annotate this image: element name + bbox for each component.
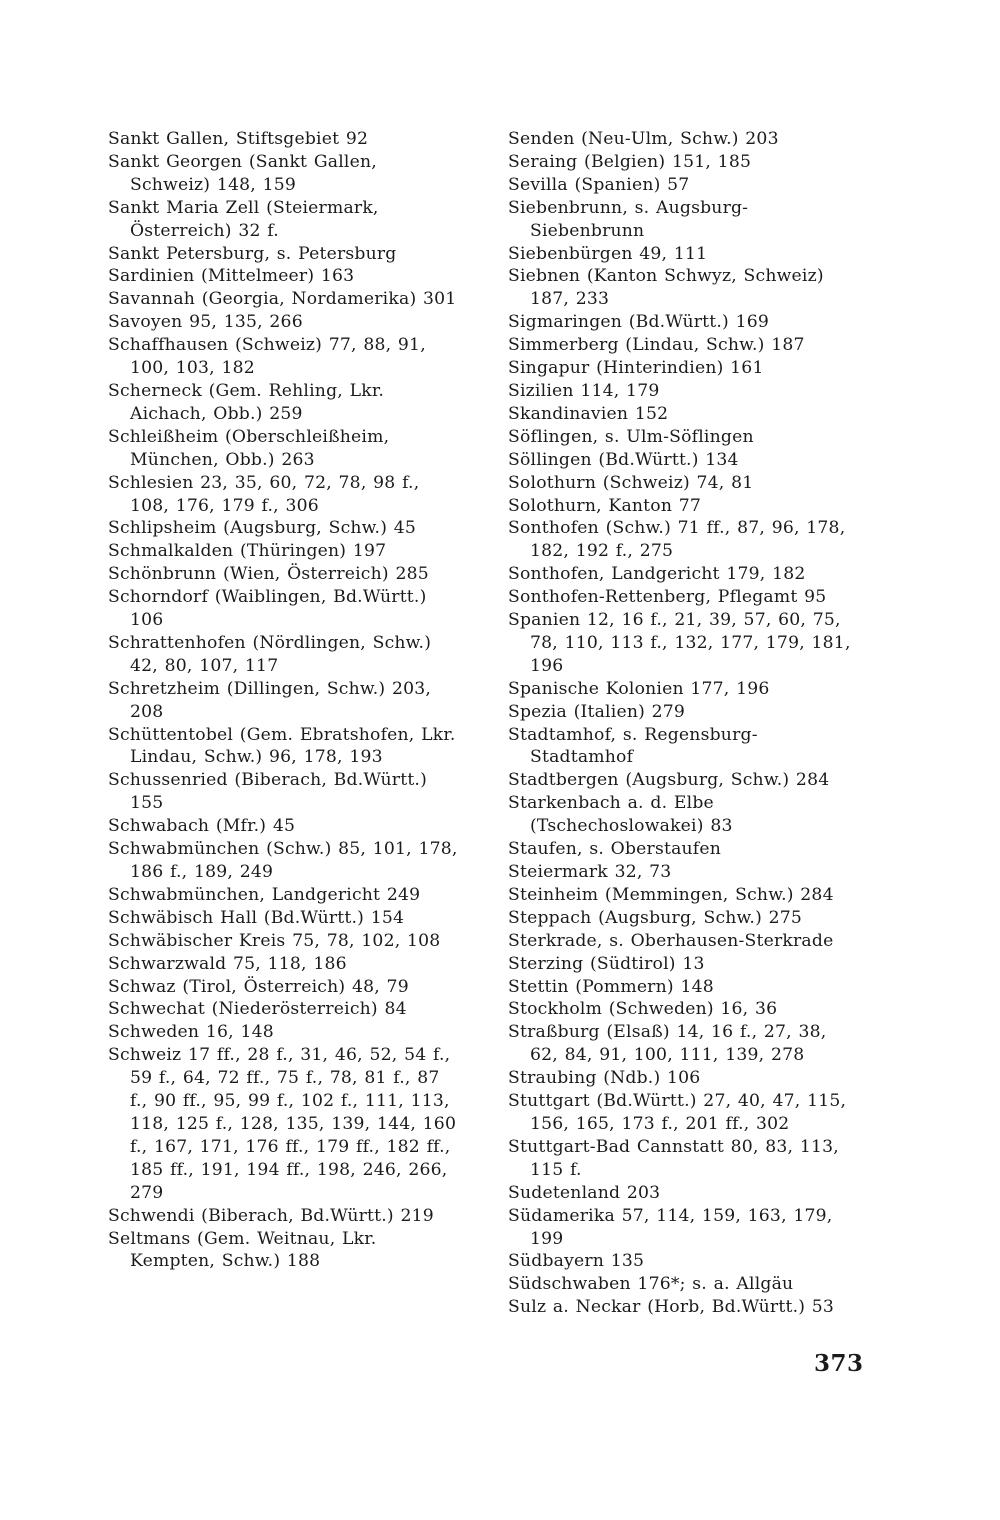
index-entry: Stockholm (Schweden) 16, 36 bbox=[508, 999, 778, 1020]
index-entry: Straßburg (Elsaß) 14, 16 f., 27, 38, 62, 84, 91, 100, 111, 139, 278 bbox=[508, 1022, 827, 1066]
index-entry: Sankt Georgen (Sankt Gallen, Schweiz) 148, 159 bbox=[108, 151, 377, 195]
index-entry: Stuttgart (Bd.Württ.) 27, 40, 47, 115, 156, 165, 173 f., 201 ff., 302 bbox=[508, 1091, 847, 1134]
index-entry: Schwabmünchen (Schw.) 85, 101, 178, 186 f., 189, 249 bbox=[108, 839, 458, 882]
index-entry: Schrattenhofen (Nördlingen, Schw.) 42, 80, 107, 117 bbox=[108, 632, 432, 676]
index-entry: Steppach (Augsburg, Schw.) 275 bbox=[508, 907, 803, 928]
index-entry: Sankt Petersburg, s. Petersburg bbox=[108, 243, 397, 264]
index-entry: Schönbrunn (Wien, Österreich) 285 bbox=[108, 564, 429, 585]
index-entry: Straubing (Ndb.) 106 bbox=[508, 1068, 701, 1089]
index-entry: Savoyen 95, 135, 266 bbox=[108, 312, 303, 333]
index-entry: Stadtamhof, s. Regensburg-Stadtamhof bbox=[508, 724, 758, 768]
index-entry: Sonthofen (Schw.) 71 ff., 87, 96, 178, 182, 192 f., 275 bbox=[508, 518, 846, 562]
index-entry: Staufen, s. Oberstaufen bbox=[508, 839, 722, 860]
index-entry: Schussenried (Biberach, Bd.Württ.) 155 bbox=[108, 770, 427, 814]
index-entry: Steiermark 32, 73 bbox=[508, 862, 672, 882]
index-entry: Siebnen (Kanton Schwyz, Schweiz) 187, 233 bbox=[508, 266, 824, 310]
index-entry: Sizilien 114, 179 bbox=[508, 380, 660, 401]
index-entry: Solothurn (Schweiz) 74, 81 bbox=[508, 472, 754, 493]
index-entry: Seltmans (Gem. Weitnau, Lkr. Kempten, Schw.) 188 bbox=[108, 1228, 377, 1272]
index-entry: Sardinien (Mittelmeer) 163 bbox=[108, 266, 355, 287]
index-entry: Singapur (Hinterindien) 161 bbox=[508, 358, 764, 379]
index-entry: Seraing (Belgien) 151, 185 bbox=[508, 151, 752, 172]
index-entry: Söllingen (Bd.Württ.) 134 bbox=[508, 449, 739, 470]
index-entry: Schweiz 17 ff., 28 f., 31, 46, 52, 54 f., 59 f., 64, 72 ff., 75 f., 78, 81 f., 87 f., 90 ff., 95, 99 f., 102 f., 111, 113, 118, 125 f., 128, 135, 139, 144, 160 f., 167, 171, 176 ff., 179 ff., 182 ff., 185 ff., 191, 194 ff., 198, 246, 266, 279 bbox=[108, 1045, 457, 1203]
index-column-right bbox=[508, 128, 860, 1319]
index-entry: Spanien 12, 16 f., 21, 39, 57, 60, 75, 78, 110, 113 f., 132, 177, 179, 181, 196 bbox=[508, 610, 851, 676]
index-entry: Sulz a. Neckar (Horb, Bd.Württ.) 53 bbox=[508, 1297, 835, 1318]
index-entry: Sonthofen-Rettenberg, Pflegamt 95 bbox=[508, 587, 827, 608]
index-entry: Schretzheim (Dillingen, Schw.) 203, 208 bbox=[108, 678, 432, 722]
index-entry: Schwaz (Tirol, Österreich) 48, 79 bbox=[108, 976, 409, 997]
index-entry: Söflingen, s. Ulm-Söflingen bbox=[508, 426, 754, 447]
index-entry: Schwendi (Biberach, Bd.Württ.) 219 bbox=[108, 1205, 434, 1226]
index-entry: Savannah (Georgia, Nordamerika) 301 bbox=[108, 289, 457, 310]
index-entry: Schmalkalden (Thüringen) 197 bbox=[108, 541, 387, 562]
index-entry: Sonthofen, Landgericht 179, 182 bbox=[508, 564, 806, 585]
index-entry: Stettin (Pommern) 148 bbox=[508, 976, 714, 997]
index-entry: Starkenbach a. d. Elbe (Tschechoslowakei) 83 bbox=[508, 793, 733, 837]
index-entry: Schwechat (Niederösterreich) 84 bbox=[108, 999, 407, 1020]
index-entry: Spezia (Italien) 279 bbox=[508, 701, 686, 722]
index-entry: Schleißheim (Oberschleißheim, München, Obb.) 263 bbox=[108, 426, 390, 470]
index-entry: Schwäbisch Hall (Bd.Württ.) 154 bbox=[108, 907, 405, 928]
index-entry: Solothurn, Kanton 77 bbox=[508, 495, 702, 516]
index-entry: Schwarzwald 75, 118, 186 bbox=[108, 953, 347, 974]
index-entry: Siebenbrunn, s. Augsburg-Siebenbrunn bbox=[508, 197, 749, 241]
index-entry: Scherneck (Gem. Rehling, Lkr. Aichach, Obb.) 259 bbox=[108, 380, 385, 424]
index-entry: Sevilla (Spanien) 57 bbox=[508, 174, 690, 195]
index-entry: Sankt Gallen, Stiftsgebiet 92 bbox=[108, 129, 369, 149]
index-entry: Senden (Neu-Ulm, Schw.) 203 bbox=[508, 129, 779, 149]
index-entry: Spanische Kolonien 177, 196 bbox=[508, 678, 770, 699]
index-entry: Sterzing (Südtirol) 13 bbox=[508, 953, 705, 974]
index-entry: Sankt Maria Zell (Steiermark, Österreich) 32 f. bbox=[108, 197, 379, 241]
index-entry: Steinheim (Memmingen, Schw.) 284 bbox=[508, 884, 834, 905]
index-column-left bbox=[108, 128, 460, 1273]
index-entry: Sudetenland 203 bbox=[508, 1182, 661, 1203]
index-entry: Südschwaben 176*; s. a. Allgäu bbox=[508, 1274, 794, 1295]
index-entry: Schwabach (Mfr.) 45 bbox=[108, 816, 296, 837]
index-entry: Stuttgart-Bad Cannstatt 80, 83, 113, 115 f. bbox=[508, 1136, 839, 1180]
index-entry: Schüttentobel (Gem. Ebratshofen, Lkr. Lindau, Schw.) 96, 178, 193 bbox=[108, 724, 456, 768]
page-number: 373 bbox=[814, 1350, 864, 1377]
index-entry: Schweden 16, 148 bbox=[108, 1022, 274, 1043]
index-entry: Südamerika 57, 114, 159, 163, 179, 199 bbox=[508, 1205, 833, 1249]
index-entry: Schaffhausen (Schweiz) 77, 88, 91, 100, 103, 182 bbox=[108, 335, 426, 379]
index-entry: Schorndorf (Waiblingen, Bd.Württ.) 106 bbox=[108, 587, 427, 631]
index-entry: Schlesien 23, 35, 60, 72, 78, 98 f., 108, 176, 179 f., 306 bbox=[108, 472, 420, 516]
index-entry: Sigmaringen (Bd.Württ.) 169 bbox=[508, 312, 770, 333]
index-entry: Schlipsheim (Augsburg, Schw.) 45 bbox=[108, 518, 417, 539]
index-entry: Siebenbürgen 49, 111 bbox=[508, 243, 708, 264]
index-entry: Schwäbischer Kreis 75, 78, 102, 108 bbox=[108, 930, 441, 951]
index-entry: Sterkrade, s. Oberhausen-Sterkrade bbox=[508, 930, 834, 951]
index-entry: Skandinavien 152 bbox=[508, 403, 669, 424]
index-entry: Südbayern 135 bbox=[508, 1251, 645, 1272]
index-entry: Schwabmünchen, Landgericht 249 bbox=[108, 884, 421, 905]
index-entry: Stadtbergen (Augsburg, Schw.) 284 bbox=[508, 770, 830, 791]
index-entry: Simmerberg (Lindau, Schw.) 187 bbox=[508, 335, 805, 356]
